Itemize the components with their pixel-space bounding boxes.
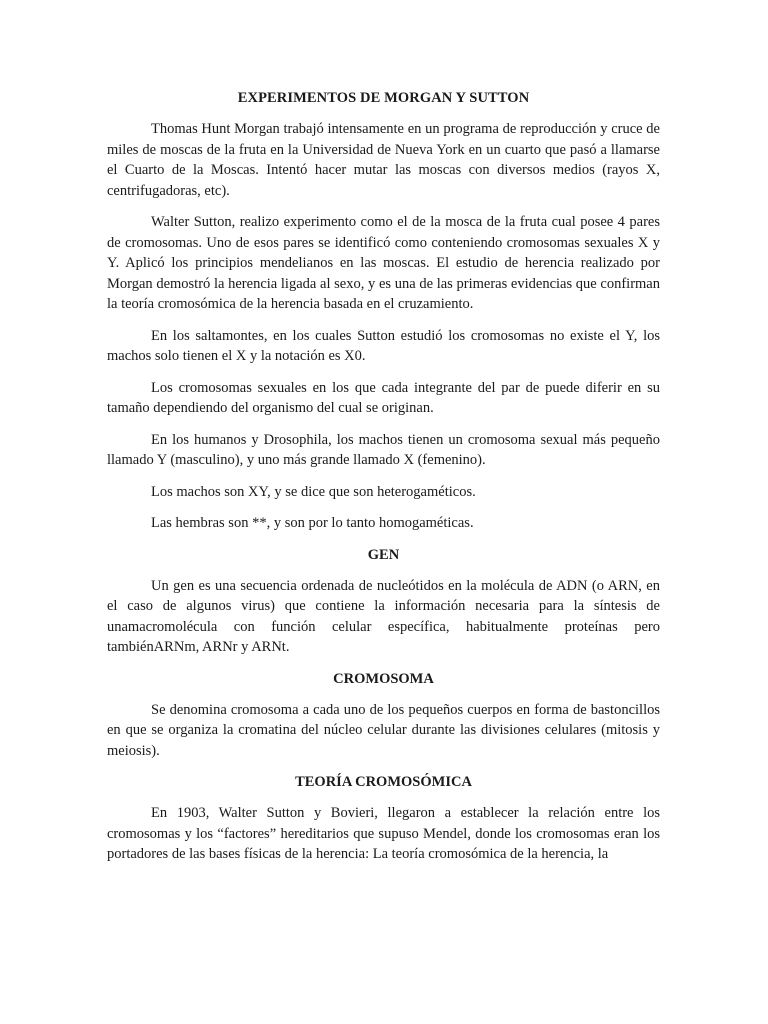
paragraph-machos: Los machos son XY, y se dice que son heterogaméticos. <box>151 483 476 500</box>
paragraph-hembras: Las hembras son **, y son por lo tanto homogaméticas. <box>151 515 474 531</box>
paragraph-teoria-cromosomica: En 1903, Walter Sutton y Bovieri, llegaron a establecer la relación entre los cromosomas y los “factores” hereditarios que supuso Mendel, donde los cromosomas eran los portadores de las bases físicas de la herencia: La teoría cromosómica de la herencia, la <box>107 805 660 862</box>
paragraph-humanos: En los humanos y Drosophila, los machos tienen un cromosoma sexual más pequeño llamado Y (masculino), y uno más grande llamado X (femenino). <box>107 431 660 468</box>
paragraph-sutton: Walter Sutton, realizo experimento como el de la mosca de la fruta cual posee 4 pares de cromosomas. Uno de esos pares se identificó como conteniendo cromosomas sexuales X y Y. Aplicó los principios mendelianos en las moscas. El estudio de herencia realizado por Morgan demostró la herencia ligada al sexo, y es una de las primeras evidencias que confirman la teoría cromosómica de la herencia basada en el cruzamiento. <box>107 214 660 312</box>
document-page <box>107 88 660 876</box>
paragraph-morgan: Thomas Hunt Morgan trabajó intensamente en un programa de reproducción y cruce de miles de moscas de la fruta en la Universidad de Nueva York en un cuarto que pasó a llamarse el Cuarto de la Moscas. Intentó hacer mutar las moscas con diversos medios (rayos X, centrifugadoras, etc). <box>107 121 660 199</box>
section-heading-gen: GEN <box>367 546 400 563</box>
section-heading-teoria-cromosomica: TEORÍA CROMOSÓMICA <box>295 774 472 790</box>
paragraph-gen: Un gen es una secuencia ordenada de nucleótidos en la molécula de ADN (o ARN, en el caso de algunos virus) que contiene la información necesaria para la síntesis de unamacromolécula con función celular específica, habitualmente proteínas pero tambiénARNm, ARNr y ARNt. <box>107 577 660 655</box>
document-title: EXPERIMENTOS DE MORGAN Y SUTTON <box>237 90 530 106</box>
paragraph-cromosomas-sexuales: Los cromosomas sexuales en los que cada integrante del par de puede diferir en su tamaño dependiendo del organismo del cual se originan. <box>107 379 660 416</box>
paragraph-saltamontes: En los saltamontes, en los cuales Sutton estudió los cromosomas no existe el Y, los machos solo tienen el X y la notación es X0. <box>107 327 660 364</box>
section-heading-cromosoma: CROMOSOMA <box>333 670 434 687</box>
paragraph-cromosoma: Se denomina cromosoma a cada uno de los pequeños cuerpos en forma de bastoncillos en que se organiza la cromatina del núcleo celular durante las divisiones celulares (mitosis y meiosis). <box>107 701 660 759</box>
